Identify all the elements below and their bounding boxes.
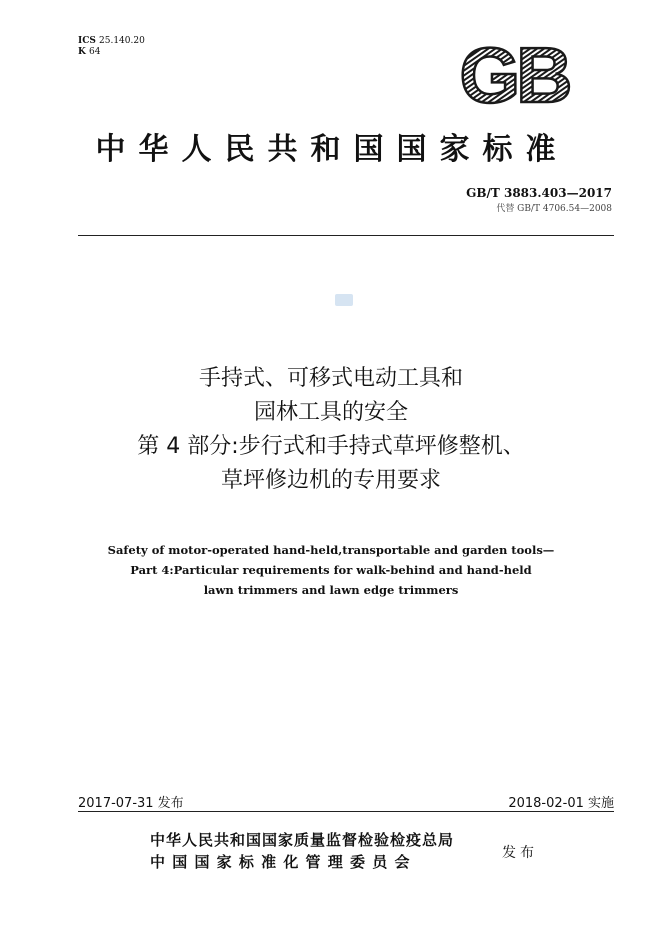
cn-title-line-1: 手持式、可移式电动工具和 <box>198 366 463 391</box>
cn-title-line-4: 草坪修边机的专用要求 <box>220 468 441 493</box>
en-title-line-3: lawn trimmers and lawn edge trimmers <box>203 583 459 597</box>
issue-date: 2017-07-31 发布 <box>78 796 184 811</box>
watermark-mark <box>335 294 353 306</box>
national-standard-title: 中华人民共和国国家标准 <box>95 132 569 167</box>
cn-title-line-2: 园林工具的安全 <box>253 400 408 425</box>
ics-value: 25.140.20 <box>99 36 145 46</box>
cn-title-line-3: 第 4 部分:步行式和手持式草坪修整机、 <box>137 434 525 459</box>
en-title-line-1: Safety of motor-operated hand-held,transportable and garden tools— <box>107 543 555 557</box>
ics-label: ICS <box>78 36 96 46</box>
standard-number: GB/T 3883.403—2017 <box>466 186 612 200</box>
ics-line <box>78 36 145 47</box>
issuer-aqsiq: 中华人民共和国国家质量监督检验检疫总局 <box>150 831 455 849</box>
top-divider <box>78 235 614 236</box>
bottom-divider <box>78 811 614 812</box>
en-title-line-2: Part 4:Particular requirements for walk-behind and hand-held <box>130 563 532 577</box>
issuer-sac: 中 国 国 家 标 准 化 管 理 委 员 会 <box>150 853 411 871</box>
gb-logo-icon <box>446 38 582 110</box>
ccs-value: 64 <box>88 47 101 57</box>
issue-label: 发布 <box>502 845 538 861</box>
ccs-label: K <box>78 47 86 57</box>
implementation-date: 2018-02-01 实施 <box>508 796 614 811</box>
logo-text: GB <box>459 38 569 110</box>
replaced-standard: 代替 GB/T 4706.54—2008 <box>496 204 612 214</box>
classification-codes <box>78 36 145 58</box>
ccs-line <box>78 47 145 58</box>
